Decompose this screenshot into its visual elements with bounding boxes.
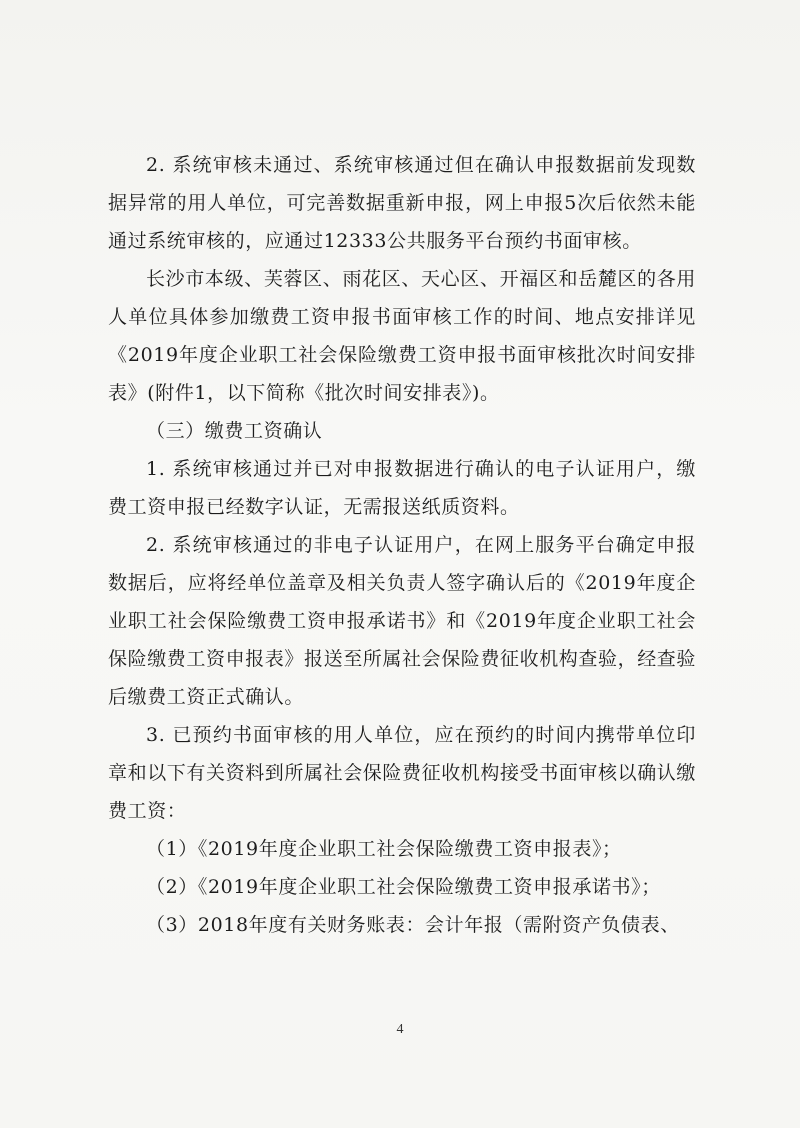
section-heading-wage-confirmation: （三）缴费工资确认 [146,420,323,442]
paragraph-non-electronic-users: 2. 系统审核通过的非电子认证用户，在网上服务平台确定申报数据后，应将经单位盖章及相关负责人签字确认后的《2019年度企业职工社会保险缴费工资申报承诺书》和《2019年度企业职工社会保险缴费工资申报表》报送至所属社会保险费征收机构查验，经查验后缴费工资正式确认。 [108,534,697,708]
list-item-declaration-form: （1）《2019年度企业职工社会保险缴费工资申报表》； [146,838,622,860]
list-item-financial-statements: （3）2018年度有关财务账表：会计年报（需附资产负债表、 [146,914,680,936]
page-number: 4 [396,1022,404,1037]
paragraph-changsha-districts: 长沙市本级、芙蓉区、雨花区、天心区、开福区和岳麓区的各用人单位具体参加缴费工资申报书面审核工作的时间、地点安排详见《2019年度企业职工社会保险缴费工资申报书面审核批次时间安排表》(附件1，以下简称《批次时间安排表》)。 [108,268,696,404]
paragraph-system-review-failed: 2. 系统审核未通过、系统审核通过但在确认申报数据前发现数据异常的用人单位，可完善数据重新申报，网上申报5次后依然未能通过系统审核的，应通过12333公共服务平台预约书面审核。 [108,154,696,252]
document-body [108,146,696,944]
list-item-commitment-letter: （2）《2019年度企业职工社会保险缴费工资申报承诺书》； [146,876,661,898]
paragraph-written-review-units: 3. 已预约书面审核的用人单位，应在预约的时间内携带单位印章和以下有关资料到所属社会保险费征收机构接受书面审核以确认缴费工资： [108,724,697,822]
paragraph-electronic-users: 1. 系统审核通过并已对申报数据进行确认的电子认证用户，缴费工资申报已经数字认证，无需报送纸质资料。 [108,458,696,518]
